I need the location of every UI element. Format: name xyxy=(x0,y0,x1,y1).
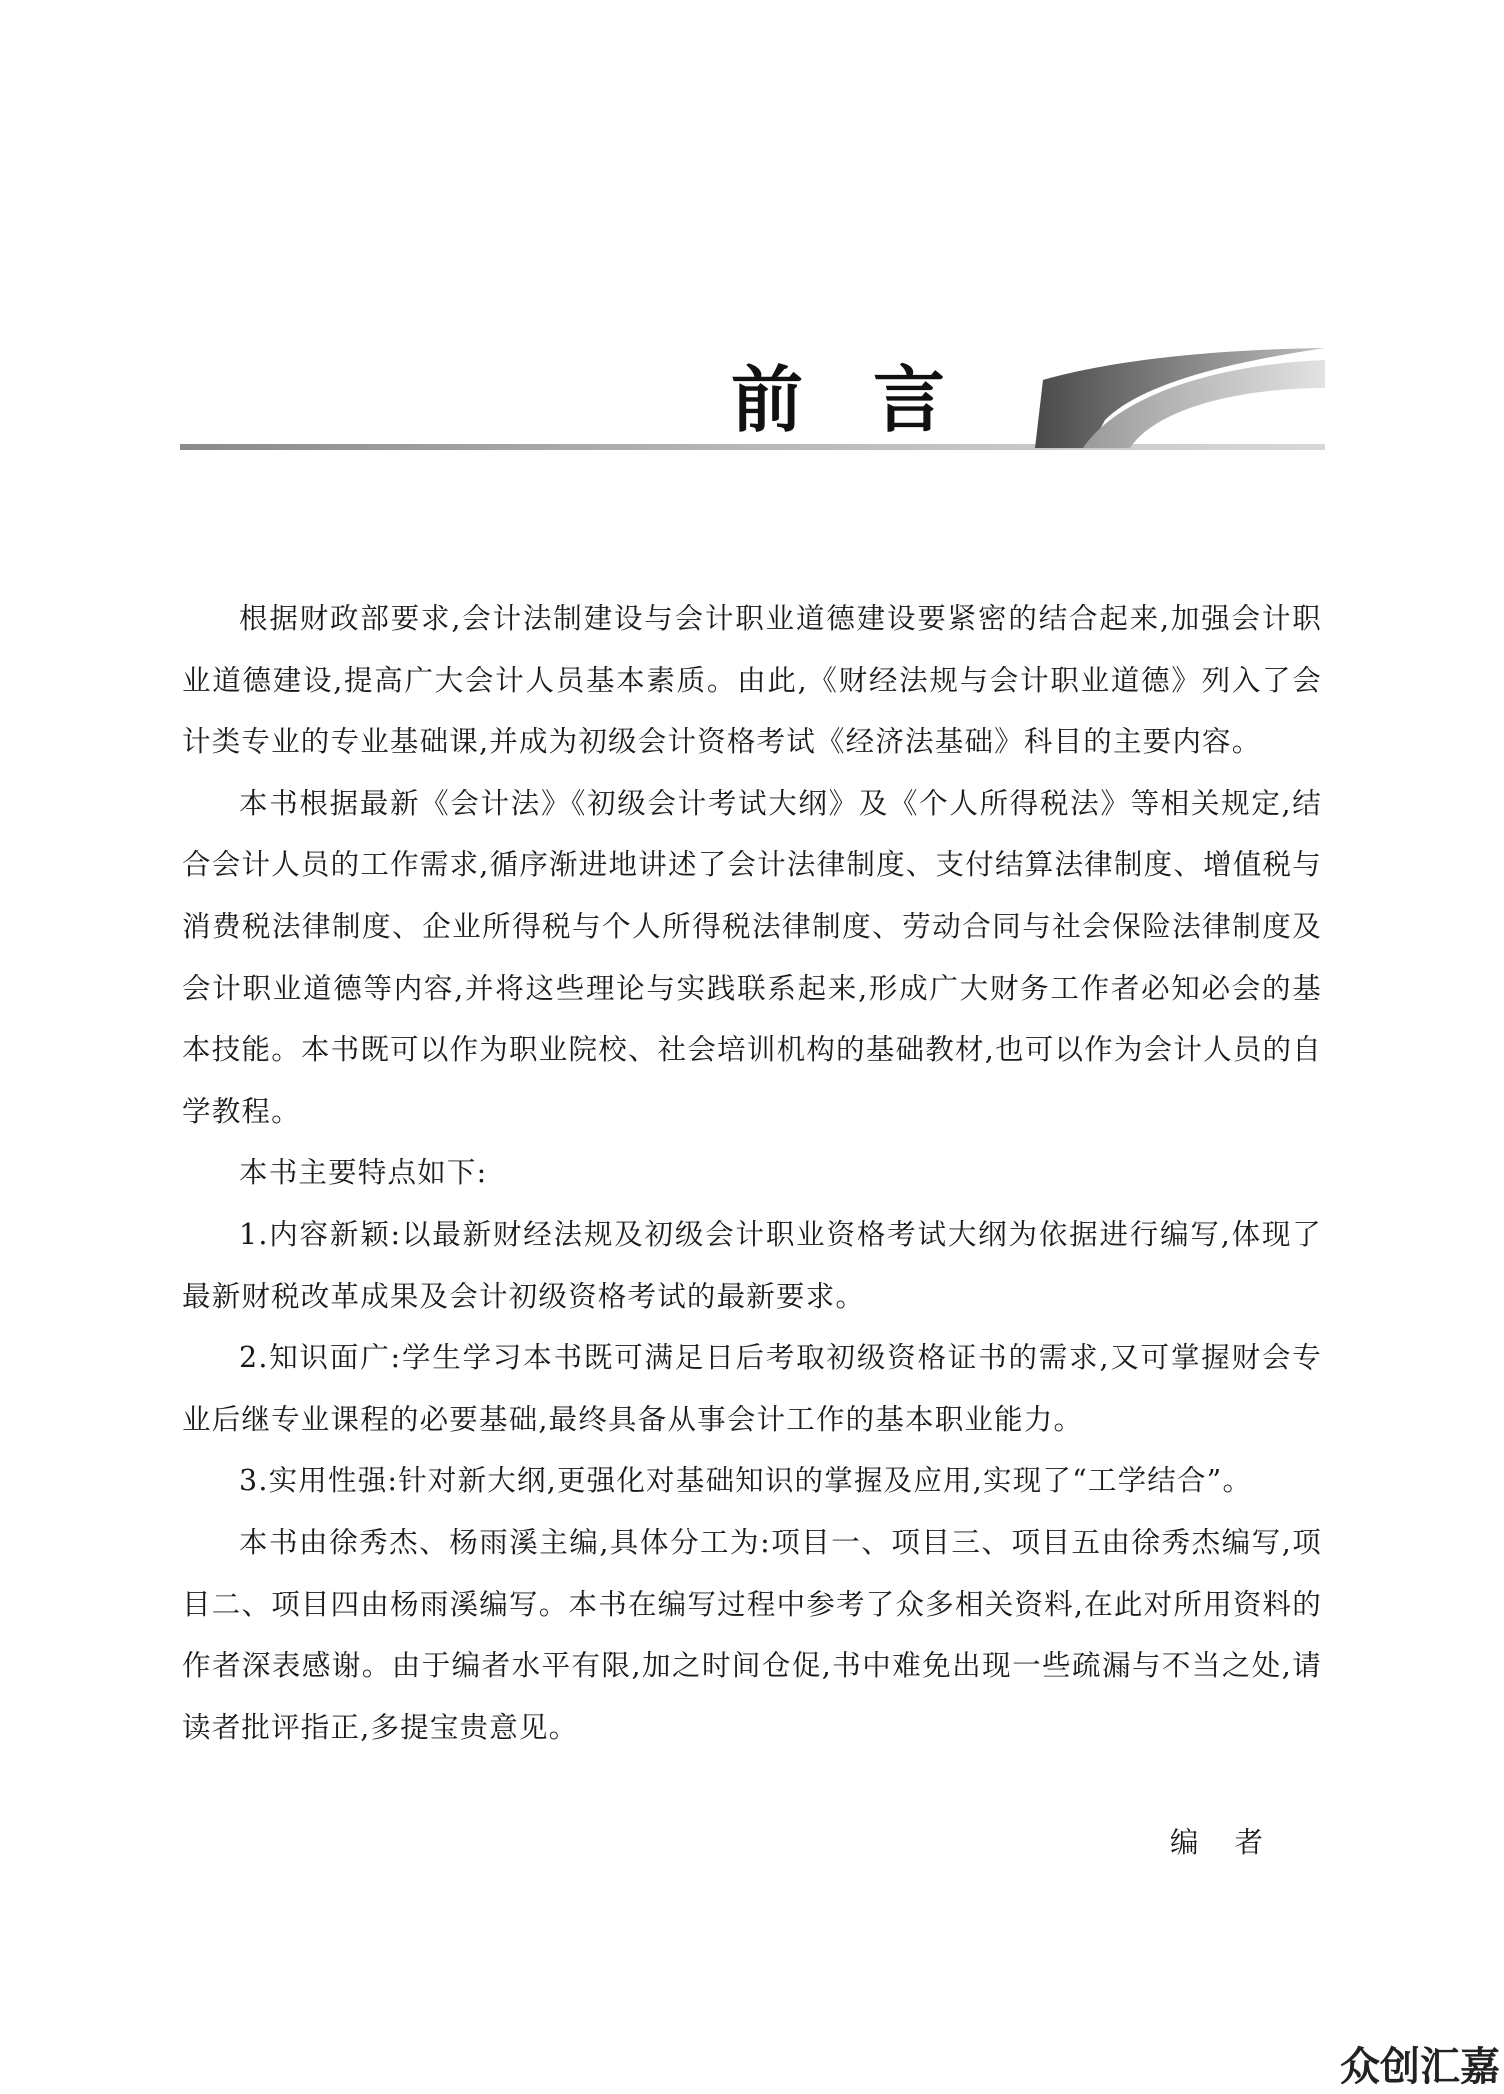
watermark: 众创汇嘉 xyxy=(1340,2044,1500,2090)
paragraph-5: 2.知识面广:学生学习本书既可满足日后考取初级资格证书的需求,又可掌握财会专业后继专业课程的必要基础,最终具备从事会计工作的基本职业能力。 xyxy=(182,1341,1322,1436)
chapter-header xyxy=(180,340,1325,460)
signature: 编者 xyxy=(1170,1826,1300,1859)
paragraph-2: 本书根据最新《会计法》《初级会计考试大纲》及《个人所得税法》等相关规定,结合会计人员的工作需求,循序渐进地讲述了会计法律制度、支付结算法律制度、增值税与消费税法律制度、企业所得税与个人所得税法律制度、劳动合同与社会保险法律制度及会计职业道德等内容,并将这些理论与实践联系起来,形成广大财务工作者必知必会的基本技能。本书既可以作为职业院校、社会培训机构的基础教材,也可以作为会计人员的自学教程。 xyxy=(182,786,1322,1128)
paragraph-7: 本书由徐秀杰、杨雨溪主编,具体分工为:项目一、项目三、项目五由徐秀杰编写,项目二、项目四由杨雨溪编写。本书在编写过程中参考了众多相关资料,在此对所用资料的作者深表感谢。由于编者水平有限,加之时间仓促,书中难免出现一些疏漏与不当之处,请读者批评指正,多提宝贵意见。 xyxy=(182,1525,1322,1744)
paragraph-1: 根据财政部要求,会计法制建设与会计职业道德建设要紧密的结合起来,加强会计职业道德建设,提高广大会计人员基本素质。由此,《财经法规与会计职业道德》列入了会计类专业的专业基础课,并成为初级会计资格考试《经济法基础》科目的主要内容。 xyxy=(182,602,1322,759)
paragraph-6: 3.实用性强:针对新大纲,更强化对基础知识的掌握及应用,实现了“工学结合”。 xyxy=(239,1464,1253,1498)
preface-body xyxy=(182,588,1322,1758)
page-title: 前言 xyxy=(730,358,1015,442)
decorative-swoosh-icon xyxy=(1035,340,1325,452)
paragraph-4: 1.内容新颖:以最新财经法规及初级会计职业资格考试大纲为依据进行编写,体现了最新财税改革成果及会计初级资格考试的最新要求。 xyxy=(182,1217,1322,1313)
paragraph-3: 本书主要特点如下: xyxy=(239,1156,488,1190)
